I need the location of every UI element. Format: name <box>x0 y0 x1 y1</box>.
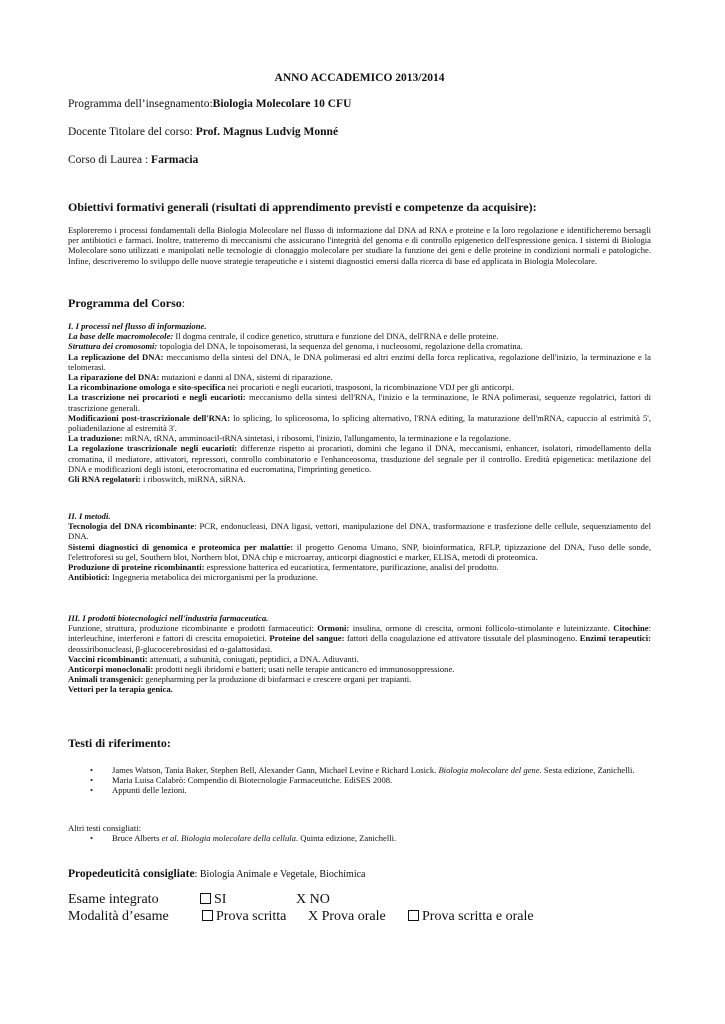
s2-item: Tecnologia del DNA ricombinante: PCR, endonucleasi, DNA ligasi, vettori, manipulazione del DNA, trasformazione e trasfezione delle cellule, sequenziamento del DNA. <box>68 521 651 542</box>
teacher-value: Prof. Magnus Ludvig Monné <box>195 126 339 138</box>
s1-item: Gli RNA regolatori: i riboswitch, miRNA, siRNA. <box>68 474 246 485</box>
s1-item: Modificazioni post-trascrizionale dell'RNA: lo splicing, lo spliceosoma, lo splicing alternativo, l'RNA editing, la maturazione dell'mRNA, capuccio al estrimità 5', poliadenilazione al estremità 3'. <box>68 412 651 434</box>
s1-item: La ricombinazione omologa e sito-specifica nei procarioti e negli eucarioti, trasposoni, la ricombinazione VDJ per gli anticorpi. <box>68 382 514 393</box>
option-si[interactable]: SI <box>200 892 226 908</box>
s2-item: Sistemi diagnostici di genomica e proteomica per malattie: il progetto Genoma Umano, SNP, bioinformatica, RFLP, tipizzazione del DNA, l'uso delle sonde, l'elettroforesi su gel, Southern blot, Northern blot, DNA chip e microarray, anticorpi diagnostici e marker, ELISA, metodi di proteomica. <box>68 541 651 562</box>
teacher-line <box>68 126 338 138</box>
s3-item: Anticorpi monoclonali: prodotti negli ibridomi e batteri; usati nelle terapie anticancro ed immunosoppressione. <box>68 664 455 675</box>
objectives-text: Esploreremo i processi fondamentali della Biologia Molecolare nel flusso di informazione dal DNA ad RNA e proteine e la loro regolazione e identificheremo bersagli per antibiotici e farmaci. Inoltre, tratteremo di meccanismi che assicurano l'integrità del genoma e di controllo epigenetico dell'espressione genica. I sistemi di Biologia Molecolare sono utilizzati e manipolati nelle tecnologie di clonaggio molecolare per studiare la funzione dei geni e delle proteine in condizioni normali e patologiche. Infine, descriveremo lo sviluppo delle nuove strategie terapeutiche e i sistemi diagnostici emersi dalla ricerca di base ed applicata in Biologia Molecolare. <box>68 225 651 266</box>
section-3-heading: III. I prodotti biotecnologici nell'industria farmaceutica. <box>68 613 269 623</box>
option-written-oral[interactable]: Prova scritta e orale <box>408 909 534 925</box>
degree-label: Corso di Laurea : <box>68 154 152 166</box>
objectives-title: Obiettivi formativi generali (risultati di apprendimento previsti e competenze da acquisire): <box>68 200 537 214</box>
s1-item: La base delle macromolecole: Il dogma centrale, il codice genetico, struttura e funzione del DNA, dell'RNA e delle proteine. <box>68 331 499 342</box>
program-label: Programma dell’insegnamento: <box>68 98 213 110</box>
reference-item: • Maria Luisa Calabrò: Compendio di Biotecnologie Farmaceutiche. EdiSES 2008. <box>90 775 393 786</box>
s1-item: La trascrizione nei procarioti e negli eucarioti: meccanismo della sintesi dell'RNA, l'inizio e la terminazione, le RNA polimerasi, sequenze regolatrici, fattori di trascrizione generali. <box>68 392 652 413</box>
s2-item: Produzione di proteine ricombinanti: espressione batterica ed eucariotica, fermentatore, purificazione, analisi del prodotto. <box>68 562 499 573</box>
s3-item: Vettori per la terapia genica. <box>68 684 173 695</box>
course-program-line <box>68 98 351 110</box>
exam-integrated-row <box>68 892 330 908</box>
option-no[interactable]: X NO <box>296 892 330 907</box>
exam-mode-row <box>68 909 534 925</box>
section-2-heading: II. I metodi. <box>68 511 111 521</box>
prerequisites-value: : Biologia Animale e Vegetale, Biochimica <box>194 869 366 880</box>
s3-paragraph: Funzione, struttura, produzione ricombinante e prodotti farmaceutici: Ormoni: insulina, ormone di crescita, ormoni follicolo-stimolante e luteinizzante. Citochine: interleuchine, interferoni e fattori di crescita emopoietici. Proteine del sangue: fattori della coagulazione ed attivatore tissutale del plasminogeno. Enzimi terapeutici: deossiribonucleasi, β-glucocerebrosidasi ed α-galattosidasi. <box>68 623 651 654</box>
degree-line <box>68 154 198 166</box>
reference-item: • Appunti delle lezioni. <box>90 785 187 796</box>
other-references <box>68 823 651 843</box>
option-oral[interactable]: X Prova orale <box>308 909 386 924</box>
s1-item: La replicazione del DNA: meccanismo della sintesi del DNA, le DNA polimerasi ed altri enzimi della forca replicativa, regolazione dell'inizio, la terminazione e la telomerasi. <box>68 351 651 372</box>
s1-item: La riparazione del DNA: mutazioni e danni al DNA, sistemi di riparazione. <box>68 372 333 383</box>
reference-item: • James Watson, Tania Baker, Stephen Bell, Alexander Gann, Michael Levine e Richard Losick. Biologia molecolare del gene. Sesta edizione, Zanichelli. <box>90 765 635 775</box>
checkbox-icon <box>200 893 211 904</box>
academic-year: ANNO ACCADEMICO 2013/2014 <box>274 72 445 84</box>
references-title: Testi di riferimento: <box>68 736 171 750</box>
reference-item: • Bruce Alberts et al. Biologia molecolare della cellula. Quinta edizione, Zanichelli. <box>90 833 397 844</box>
exam-integrated-label: Esame integrato <box>68 892 159 907</box>
references-list <box>68 765 651 796</box>
other-references-label: Altri testi consigliati: <box>68 823 142 833</box>
program-section-2 <box>68 511 651 582</box>
section-1-heading: I. I processi nel flusso di informazione. <box>68 321 207 331</box>
checkbox-icon <box>202 910 213 921</box>
program-title: Programma del Corso: <box>68 296 186 310</box>
program-section-1 <box>68 321 651 484</box>
s3-item: Animali transgenici: genepharming per la produzione di biofarmaci e crescere organi per trapianti. <box>68 674 412 685</box>
s3-item: Vaccini ricombinanti: attenuati, a subunità, coniugati, peptidici, a DNA. Adiuvanti. <box>68 653 359 664</box>
program-section-3 <box>68 613 651 695</box>
degree-value: Farmacia <box>151 154 199 166</box>
option-written[interactable]: Prova scritta <box>202 909 286 925</box>
checkbox-icon <box>408 910 419 921</box>
s1-item: Struttura dei cromosomi: topologia del DNA, le topoisomerasi, la sequenza del genoma, i nucleosomi, regolazione della cromatina. <box>68 341 523 352</box>
s1-item: La traduzione: mRNA, tRNA, amminoacil-tRNA sintetasi, i ribosomi, l'inizio, l'allungamento, la terminazione e la regolazione. <box>68 433 511 444</box>
exam-mode-label: Modalità d’esame <box>68 909 169 924</box>
prerequisites-label: Propedeuticità consigliate <box>68 868 195 880</box>
s2-item: Antibiotici: Ingegneria metabolica dei microrganismi per la produzione. <box>68 572 318 583</box>
teacher-label: Docente Titolare del corso: <box>68 126 196 138</box>
s1-item: La regolazione trascrizionale negli eucarioti: differenze rispetto ai procarioti, domini che legano il DNA, meccanismi, enhancer, isolatori, rimodellamento della cromatina, il mediatore, attivatori, repressori, controllo combinatorio e l'enhanceosoma, trasduzione del segnale per il controllo. Eredità epigenetica: metilazione del DNA e modificazioni degli istoni, eterocromatina ed eucromatina, l'imprinting genetico. <box>68 443 652 474</box>
program-value: Biologia Molecolare 10 CFU <box>212 98 352 110</box>
prerequisites-line <box>68 868 365 880</box>
